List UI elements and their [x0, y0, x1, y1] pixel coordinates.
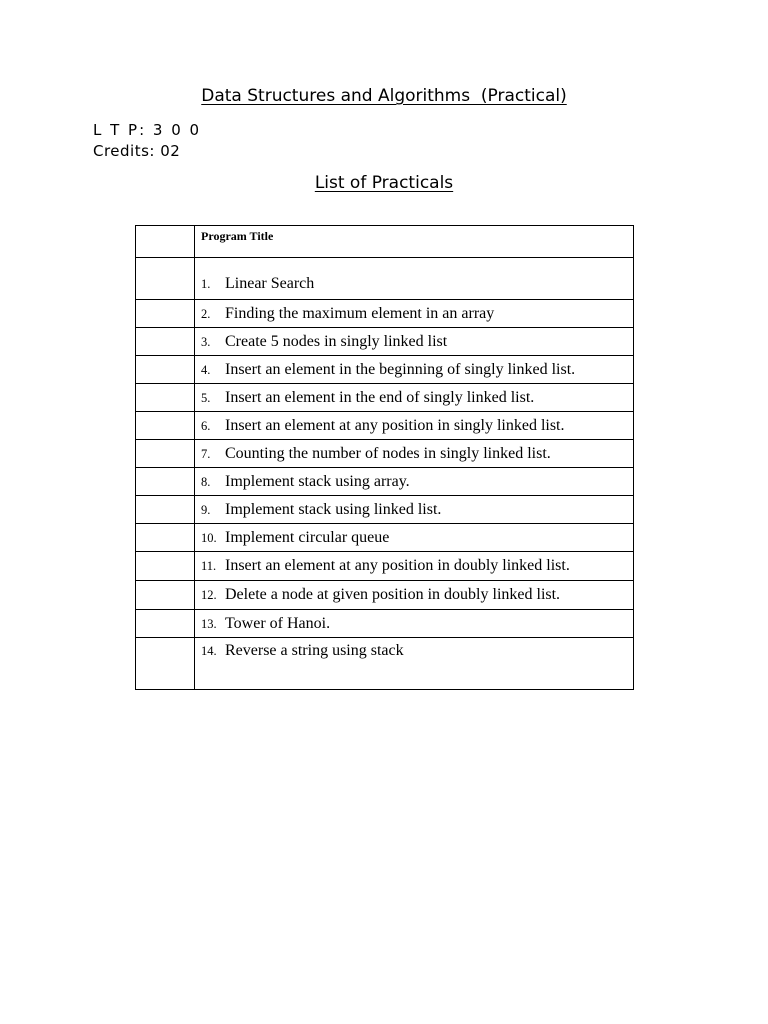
item-title: Insert an element in the end of singly linked list. — [225, 389, 535, 406]
row-title-cell — [195, 300, 634, 328]
table-row — [136, 384, 634, 412]
row-title-cell — [195, 581, 634, 610]
item-title: Implement stack using linked list. — [225, 501, 442, 518]
table-row — [136, 524, 634, 552]
row-title-cell — [195, 356, 634, 384]
table-row — [136, 356, 634, 384]
row-blank-cell — [136, 300, 195, 328]
row-blank-cell — [136, 258, 195, 300]
item-number: 5. — [201, 391, 211, 405]
item-title: Linear Search — [225, 275, 315, 292]
item-number: 13. — [201, 617, 217, 631]
list-item — [201, 258, 633, 294]
item-title: Counting the number of nodes in singly linked list. — [225, 445, 551, 462]
item-title: Create 5 nodes in singly linked list — [225, 333, 448, 350]
row-blank-cell — [136, 356, 195, 384]
list-item — [201, 384, 633, 408]
list-item — [201, 638, 633, 661]
row-title-cell — [195, 384, 634, 412]
row-blank-cell — [136, 412, 195, 440]
list-item — [201, 610, 633, 634]
item-number: 12. — [201, 588, 217, 602]
list-item — [201, 468, 633, 492]
header-title-cell — [195, 226, 634, 258]
row-title-cell — [195, 468, 634, 496]
list-item — [201, 496, 633, 520]
table-row — [136, 258, 634, 300]
row-blank-cell — [136, 638, 195, 690]
table-row — [136, 468, 634, 496]
table-row — [136, 328, 634, 356]
row-blank-cell — [136, 384, 195, 412]
item-title: Insert an element at any position in singly linked list. — [225, 417, 565, 434]
list-item — [201, 524, 633, 548]
item-title: Reverse a string using stack — [225, 642, 404, 659]
item-title: Delete a node at given position in doubly linked list. — [225, 586, 561, 603]
item-number: 2. — [201, 307, 211, 321]
row-blank-cell — [136, 468, 195, 496]
item-number: 14. — [201, 644, 217, 658]
ltp-line: L T P: 3 0 0 — [93, 121, 202, 139]
table-header-row — [136, 226, 634, 258]
row-title-cell — [195, 610, 634, 638]
list-item — [201, 300, 633, 324]
item-number: 8. — [201, 475, 211, 489]
list-item — [201, 440, 633, 464]
item-number: 9. — [201, 503, 211, 517]
row-blank-cell — [136, 440, 195, 468]
row-title-cell — [195, 638, 634, 690]
table-row — [136, 610, 634, 638]
item-number: 3. — [201, 335, 211, 349]
table-row — [136, 581, 634, 610]
list-heading: List of Practicals — [314, 173, 454, 193]
list-item — [201, 356, 633, 380]
program-title-header: Program Title — [201, 229, 274, 243]
row-title-cell — [195, 258, 634, 300]
row-title-cell — [195, 440, 634, 468]
item-title: Implement stack using array. — [225, 473, 410, 490]
item-title: Insert an element at any position in doubly linked list. — [225, 557, 570, 574]
list-item — [201, 581, 633, 605]
row-blank-cell — [136, 328, 195, 356]
row-blank-cell — [136, 524, 195, 552]
practicals-table-body — [136, 226, 634, 690]
table-row — [136, 552, 634, 581]
item-title: Tower of Hanoi. — [225, 615, 331, 632]
list-item — [201, 552, 633, 576]
item-title: Finding the maximum element in an array — [225, 305, 495, 322]
item-number: 4. — [201, 363, 211, 377]
practicals-table — [135, 225, 634, 690]
item-title: Implement circular queue — [225, 529, 390, 546]
item-number: 1. — [201, 277, 211, 291]
row-title-cell — [195, 496, 634, 524]
item-number: 7. — [201, 447, 211, 461]
list-item — [201, 412, 633, 436]
header-number-cell — [136, 226, 195, 258]
row-title-cell — [195, 328, 634, 356]
credits-line: Credits: 02 — [93, 142, 181, 160]
table-row — [136, 440, 634, 468]
item-number: 10. — [201, 531, 217, 545]
row-blank-cell — [136, 496, 195, 524]
item-number: 6. — [201, 419, 211, 433]
item-title: Insert an element in the beginning of singly linked list. — [225, 361, 576, 378]
table-row — [136, 412, 634, 440]
table-row — [136, 300, 634, 328]
table-row — [136, 496, 634, 524]
table-row — [136, 638, 634, 690]
row-blank-cell — [136, 581, 195, 610]
row-blank-cell — [136, 552, 195, 581]
list-item — [201, 328, 633, 352]
row-title-cell — [195, 524, 634, 552]
row-title-cell — [195, 552, 634, 581]
page-title: Data Structures and Algorithms (Practical) — [201, 86, 567, 106]
row-title-cell — [195, 412, 634, 440]
row-blank-cell — [136, 610, 195, 638]
item-number: 11. — [201, 559, 217, 573]
